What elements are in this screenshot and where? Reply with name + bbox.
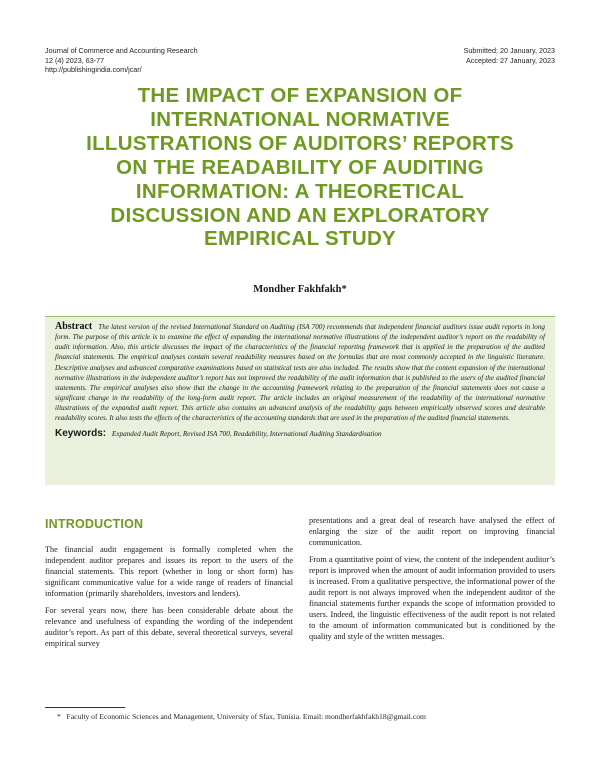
abstract-label: Abstract xyxy=(55,321,93,332)
right-column xyxy=(309,515,555,648)
title-line: ILLUSTRATIONS OF AUDITORS’ REPORTS xyxy=(86,131,514,155)
title-line: INTERNATIONAL NORMATIVE xyxy=(150,107,450,131)
dates-header xyxy=(464,46,555,65)
paragraph: presentations and a great deal of research have analysed the effect of enlarging the size of the audit report on improving financial communication. xyxy=(309,516,555,547)
accepted-date: Accepted: 27 January, 2023 xyxy=(466,55,555,65)
journal-issue: 12 (4) 2023, 63-77 xyxy=(45,55,105,65)
title-line: INFORMATION: A THEORETICAL xyxy=(135,179,465,203)
journal-name: Journal of Commerce and Accounting Research xyxy=(45,46,198,55)
title-line: EMPIRICAL STUDY xyxy=(203,227,397,251)
abstract-text: The latest version of the revised International Standard on Auditing (ISA 700) recommends that independent financial auditors issue audit reports in long form. The purpose of this article is to examine the effect of expanding the international normative illustrations of the independent auditor’s report on the readability of audit information. Also, this article discusses the impact of the characteristics of the financial reporting framework that is applied in the preparation of the audited financial statements. The empirical analyses contain several readability measures based on the formulas that are most commonly accepted in the linguistic literature. Descriptive analyses and advanced comparative examinations based on statistical tests are also included. The results show that the content expansion of the international normative illustrations in the independent auditor’s report has not improved the readability of the audit information that is published to the users of the audited financial statements. The empirical analyses also show that the change in the accounting framework relating to the preparation of the financial statements does not cause a significant change in the readability of the long-form audit report. The article includes an original measurement of the readability of the international normative illustrations of the expanded audit report. This article also contains an advanced analysis of the readability gaps between empirically observed scores and desirable readability scores. It also tests the effects of the characteristics of the accounting standards that are used in the preparation of the audited financial statements. xyxy=(55,323,545,423)
submitted-date: Submitted: 20 January, 2023 xyxy=(463,46,555,55)
title-line: DISCUSSION AND AN EXPLORATORY xyxy=(110,203,490,227)
journal-url[interactable]: http://publishingindia.com/jcar/ xyxy=(45,65,142,75)
abstract-box xyxy=(45,316,555,485)
author-name: Mondher Fakhfakh* xyxy=(253,284,347,295)
section-heading: INTRODUCTION xyxy=(45,517,144,531)
paragraph: For several years now, there has been considerable debate about the relevance and usefulness of expanding the wording of the independent auditor’s report. As part of this debate, several theoretical surveys, several empirical survey xyxy=(45,606,293,648)
paper-title xyxy=(30,84,570,251)
abstract xyxy=(55,322,545,424)
title-line: ON THE READABILITY OF AUDITING xyxy=(116,155,484,179)
footnote-text: Faculty of Economic Sciences and Management, University of Sfax, Tunisia. Email: mondherfakhfakh18@gmail.com xyxy=(66,712,426,721)
footnote-marker: * xyxy=(57,712,61,721)
footnote-divider xyxy=(45,707,125,708)
paragraph: The financial audit engagement is formally completed when the independent auditor prepares and issues its report to the users of the financial statements. This report (whether in long or short form) has significant communicative value for a wide range of readers of financial information (primarily shareholders, investors and lenders). xyxy=(45,545,293,598)
keywords xyxy=(55,428,545,439)
title-line: THE IMPACT OF EXPANSION OF xyxy=(137,84,463,107)
keywords-text: Expanded Audit Report, Revised ISA 700, Readability, International Auditing Standardisation xyxy=(111,429,382,438)
journal-header xyxy=(45,46,198,75)
left-column xyxy=(45,515,293,655)
keywords-label: Keywords: xyxy=(55,427,107,439)
paragraph: From a quantitative point of view, the content of the independent auditor’s report is improved when the amount of audit information provided to users is increased. From a qualitative perspective, the informational power of the audit report is not always improved when the independent auditor of the financial statements further expands the scope of information provided to users. Indeed, the linguistic effectiveness of the audit report is not related to the amount of information communicated but is conditioned by the quality and style of the written messages. xyxy=(309,555,555,641)
footnote xyxy=(57,712,426,721)
